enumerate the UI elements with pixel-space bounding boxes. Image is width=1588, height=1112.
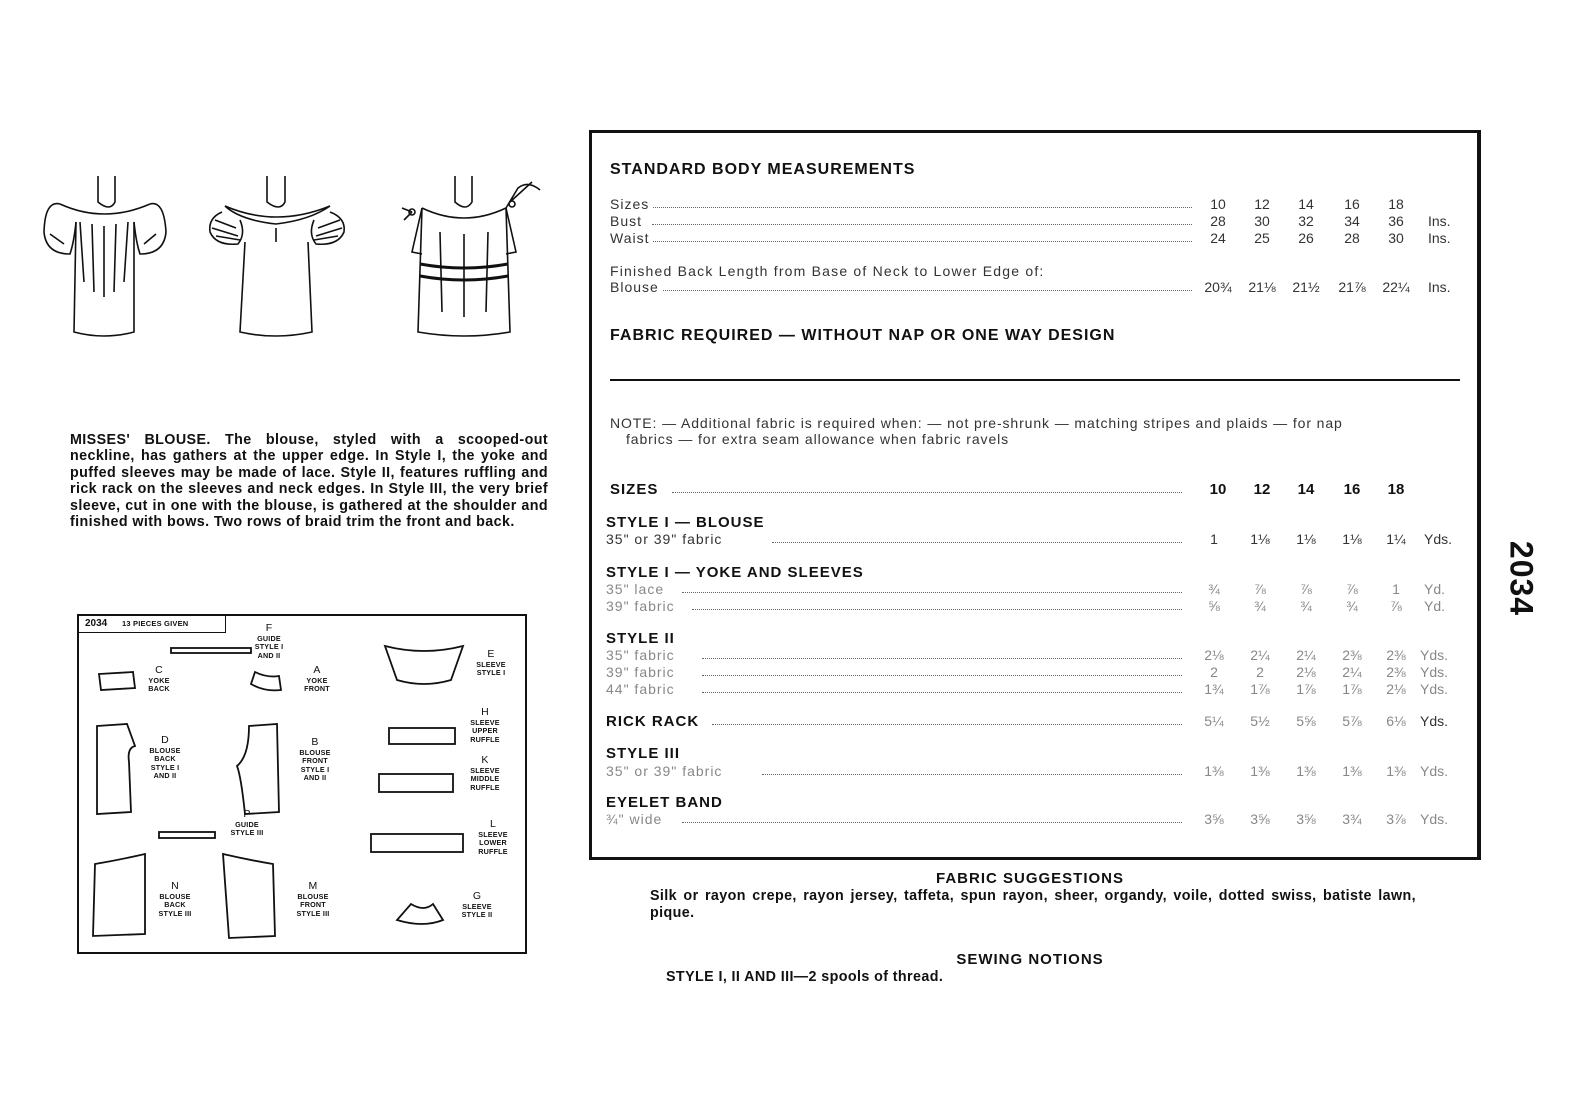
value: 3⅞ (1386, 811, 1406, 827)
pieces-count: 13 PIECES GIVEN (122, 619, 189, 628)
fabric-suggestions-heading: FABRIC SUGGESTIONS (935, 870, 1125, 887)
description-title: MISSES' BLOUSE. (70, 432, 211, 448)
fabric-row (592, 763, 1462, 780)
value: 2⅛ (1204, 647, 1224, 663)
value: 18 (1388, 196, 1404, 212)
fabric-row (592, 647, 1462, 664)
piece-d-shape (97, 724, 135, 814)
unit: Ins. (1428, 279, 1451, 295)
piece-d-name: BLOUSE BACK STYLE I AND II (149, 746, 181, 781)
fabric-row (592, 598, 1462, 615)
row-label: 39" fabric (606, 664, 679, 681)
row-label: Bust (610, 213, 646, 230)
fabric-row (592, 811, 1462, 828)
fabric-suggestions-text: Silk or rayon crepe, rayon jersey, taffeta, spun rayon, sheer, organdy, voile, dotted swiss, batiste lawn, pique. (650, 888, 1416, 921)
piece-h-letter: H (481, 706, 489, 718)
value: 2 (1210, 664, 1218, 680)
value: 2⅜ (1386, 647, 1406, 663)
value: 24 (1210, 230, 1226, 246)
value: 20¾ (1204, 279, 1232, 295)
value: 2⅜ (1386, 664, 1406, 680)
piece-h-shape (389, 728, 455, 744)
row-label: 35" or 39" fabric (606, 763, 726, 780)
section-style-iii: STYLE III (606, 745, 681, 762)
value: 26 (1298, 230, 1314, 246)
unit: Yd. (1424, 581, 1446, 597)
piece-h-name: SLEEVE UPPER RUFFLE (470, 718, 500, 744)
unit: Yds. (1420, 681, 1449, 697)
value: 1⅞ (1296, 681, 1316, 697)
fabric-row (592, 531, 1462, 548)
back-length-label: Finished Back Length from Base of Neck to Lower Edge of: (610, 263, 1049, 280)
row-label: 35" lace (606, 581, 668, 598)
value: 1⅜ (1204, 763, 1224, 779)
size-header: 18 (1387, 481, 1405, 498)
row-label: 39" fabric (606, 598, 679, 615)
fabric-row (592, 681, 1462, 698)
value: 6⅛ (1386, 713, 1406, 729)
section-rick-rack: RICK RACK (606, 713, 703, 730)
style-iii-illustration (402, 176, 540, 336)
row-label: ¾" wide (606, 811, 666, 828)
piece-k-letter: K (481, 754, 489, 766)
row-label: Waist (610, 230, 653, 247)
row-label: Sizes (610, 196, 653, 213)
value: 32 (1298, 213, 1314, 229)
piece-f-label (249, 622, 289, 660)
row-label: 35" or 39" fabric (606, 531, 726, 548)
fabric-sizes-row (592, 481, 1462, 498)
section-style-i-blouse: STYLE I — BLOUSE (606, 514, 765, 531)
section-style-i-yoke-sleeves: STYLE I — YOKE AND SLEEVES (606, 564, 864, 581)
unit: Yds. (1424, 531, 1453, 547)
value: ⅞ (1346, 581, 1358, 597)
style-ii-illustration (210, 176, 344, 336)
value: 1⅜ (1296, 763, 1316, 779)
piece-e-name: SLEEVE STYLE I (476, 660, 506, 678)
piece-k-shape (379, 774, 453, 792)
piece-k-label (463, 754, 507, 792)
unit: Yds. (1420, 647, 1449, 663)
unit: Yds. (1420, 811, 1449, 827)
section-style-ii: STYLE II (606, 630, 675, 647)
value: ¾ (1346, 598, 1358, 614)
piece-p-name: GUIDE STYLE III (230, 820, 264, 838)
value: 2¼ (1342, 664, 1362, 680)
size-header: 12 (1253, 481, 1271, 498)
value: 1 (1392, 581, 1400, 597)
value: 1⅜ (1342, 763, 1362, 779)
unit: Yds. (1420, 664, 1449, 680)
value: 5⅞ (1342, 713, 1362, 729)
value: ¾ (1300, 598, 1312, 614)
value: 1⅞ (1250, 681, 1270, 697)
value: 21⅛ (1248, 279, 1276, 295)
measurements-chart (589, 130, 1481, 860)
size-header: 10 (1209, 481, 1227, 498)
description-text: The blouse, styled with a scooped-out neckline, has gathers at the upper edge. In Style I, the yoke and puffed sleeves may be made of lace. Style II, features ruffling and rick rack on the sleeves and neck edges. In Style III, the very brief sleeve, cut in one with the blouse, is gathered at the shoulder and finished with bows. Two rows of braid trim the front and back. (70, 432, 548, 531)
piece-p-label (225, 808, 269, 838)
value: 16 (1344, 196, 1360, 212)
piece-g-name: SLEEVE STYLE II (461, 902, 493, 920)
measurement-row-blouse (592, 279, 1462, 296)
piece-m-shape (223, 854, 275, 938)
piece-k-name: SLEEVE MIDDLE RUFFLE (470, 766, 500, 792)
piece-f-letter: F (265, 622, 273, 634)
piece-m-name: BLOUSE FRONT STYLE III (296, 892, 330, 918)
value: 5½ (1250, 713, 1270, 729)
pieces-number: 2034 (85, 618, 108, 629)
unit: Yds. (1420, 763, 1449, 779)
section-divider (610, 379, 1460, 381)
piece-n-name: BLOUSE BACK STYLE III (158, 892, 192, 918)
value: 3⅝ (1250, 811, 1270, 827)
pattern-pieces-diagram (77, 614, 527, 954)
piece-d-label (143, 734, 187, 781)
fabric-row (592, 581, 1462, 598)
value: 30 (1388, 230, 1404, 246)
value: 28 (1210, 213, 1226, 229)
value: 1⅜ (1386, 763, 1406, 779)
value: 1⅛ (1342, 531, 1362, 547)
piece-a-name: YOKE FRONT (304, 676, 330, 694)
size-header: 14 (1297, 481, 1315, 498)
piece-l-letter: L (489, 818, 497, 830)
piece-b-label (293, 736, 337, 783)
piece-c-name: YOKE BACK (148, 676, 170, 694)
value: 12 (1254, 196, 1270, 212)
piece-a-shape (251, 672, 281, 690)
value: 2⅜ (1342, 647, 1362, 663)
piece-b-shape (237, 724, 279, 814)
value: 3⅝ (1204, 811, 1224, 827)
value: 1⅜ (1250, 763, 1270, 779)
value: 1⅛ (1250, 531, 1270, 547)
piece-c-label (139, 664, 179, 694)
piece-g-shape (397, 904, 443, 924)
back-length-label-row (592, 263, 1462, 280)
piece-d-letter: D (161, 734, 169, 746)
piece-n-shape (93, 854, 145, 936)
piece-l-shape (371, 834, 463, 852)
fabric-heading: FABRIC REQUIRED — WITHOUT NAP OR ONE WAY DESIGN (610, 327, 1116, 344)
value: ⅞ (1390, 598, 1402, 614)
measurement-row-bust (592, 213, 1462, 230)
note-line-1 (592, 415, 1462, 432)
value: 10 (1210, 196, 1226, 212)
fabric-row-rick-rack (592, 713, 1462, 730)
value: 2⅛ (1296, 664, 1316, 680)
piece-c-letter: C (155, 664, 163, 676)
unit: Ins. (1428, 230, 1451, 246)
piece-e-letter: E (487, 648, 495, 660)
piece-a-letter: A (313, 664, 321, 676)
pattern-number: 2034 (1503, 540, 1540, 617)
value: 1⅛ (1296, 531, 1316, 547)
row-label: 44" fabric (606, 681, 679, 698)
sizes-label: SIZES (610, 481, 662, 498)
value: 36 (1388, 213, 1404, 229)
sewing-notions-text: STYLE I, II AND III—2 spools of thread. (666, 969, 944, 985)
value: ¾ (1208, 581, 1220, 597)
piece-b-letter: B (311, 736, 319, 748)
value: 2 (1256, 664, 1264, 680)
value: ⅝ (1208, 598, 1220, 614)
value: 25 (1254, 230, 1270, 246)
value: 5⅝ (1296, 713, 1316, 729)
piece-g-letter: G (472, 890, 482, 902)
piece-p-shape (159, 832, 215, 838)
value: ⅞ (1254, 581, 1266, 597)
value: 2¼ (1250, 647, 1270, 663)
value: 22¼ (1382, 279, 1410, 295)
value: 2⅛ (1386, 681, 1406, 697)
note-text-1: NOTE: — Additional fabric is required when: — not pre-shrunk — matching stripes and plaids — for nap (610, 415, 1347, 432)
blouse-style-illustrations (40, 172, 580, 352)
fabric-row (592, 664, 1462, 681)
row-label: Blouse (610, 279, 663, 296)
value: 21½ (1292, 279, 1320, 295)
piece-f-shape (171, 648, 251, 653)
piece-h-label (463, 706, 507, 744)
measurement-row-waist (592, 230, 1462, 247)
piece-m-label (291, 880, 335, 918)
value: 30 (1254, 213, 1270, 229)
piece-a-label (295, 664, 339, 694)
value: 28 (1344, 230, 1360, 246)
style-i-illustration (44, 176, 166, 336)
value: 3⅝ (1296, 811, 1316, 827)
measurements-heading: STANDARD BODY MEASUREMENTS (610, 161, 916, 178)
piece-p-letter: P (243, 808, 251, 820)
piece-m-letter: M (308, 880, 318, 892)
piece-l-name: SLEEVE LOWER RUFFLE (478, 830, 508, 856)
size-header: 16 (1343, 481, 1361, 498)
value: 3¾ (1342, 811, 1362, 827)
unit: Yds. (1420, 713, 1449, 729)
value: 1⅞ (1342, 681, 1362, 697)
unit: Yd. (1424, 598, 1446, 614)
row-label: 35" fabric (606, 647, 679, 664)
piece-n-label (153, 880, 197, 918)
value: 21⅞ (1338, 279, 1366, 295)
note-line-2 (592, 431, 1462, 448)
piece-b-name: BLOUSE FRONT STYLE I AND II (299, 748, 331, 783)
piece-c-shape (99, 672, 135, 690)
value: 2¼ (1296, 647, 1316, 663)
note-text-2: fabrics — for extra seam allowance when fabric ravels (626, 431, 1013, 448)
value: 14 (1298, 196, 1314, 212)
piece-g-label (455, 890, 499, 920)
unit: Ins. (1428, 213, 1451, 229)
value: ⅞ (1300, 581, 1312, 597)
piece-e-label (469, 648, 513, 678)
piece-e-shape (385, 646, 463, 684)
pattern-description (70, 432, 548, 530)
piece-l-label (471, 818, 515, 856)
piece-n-letter: N (171, 880, 179, 892)
measurement-row-sizes (592, 196, 1462, 213)
value: ¾ (1254, 598, 1266, 614)
value: 1¾ (1204, 681, 1224, 697)
value: 1¼ (1386, 531, 1406, 547)
section-eyelet-band: EYELET BAND (606, 794, 723, 811)
piece-f-name: GUIDE STYLE I AND II (254, 634, 284, 660)
value: 1 (1210, 531, 1218, 547)
value: 5¼ (1204, 713, 1224, 729)
sewing-notions-heading: SEWING NOTIONS (956, 951, 1104, 968)
value: 34 (1344, 213, 1360, 229)
